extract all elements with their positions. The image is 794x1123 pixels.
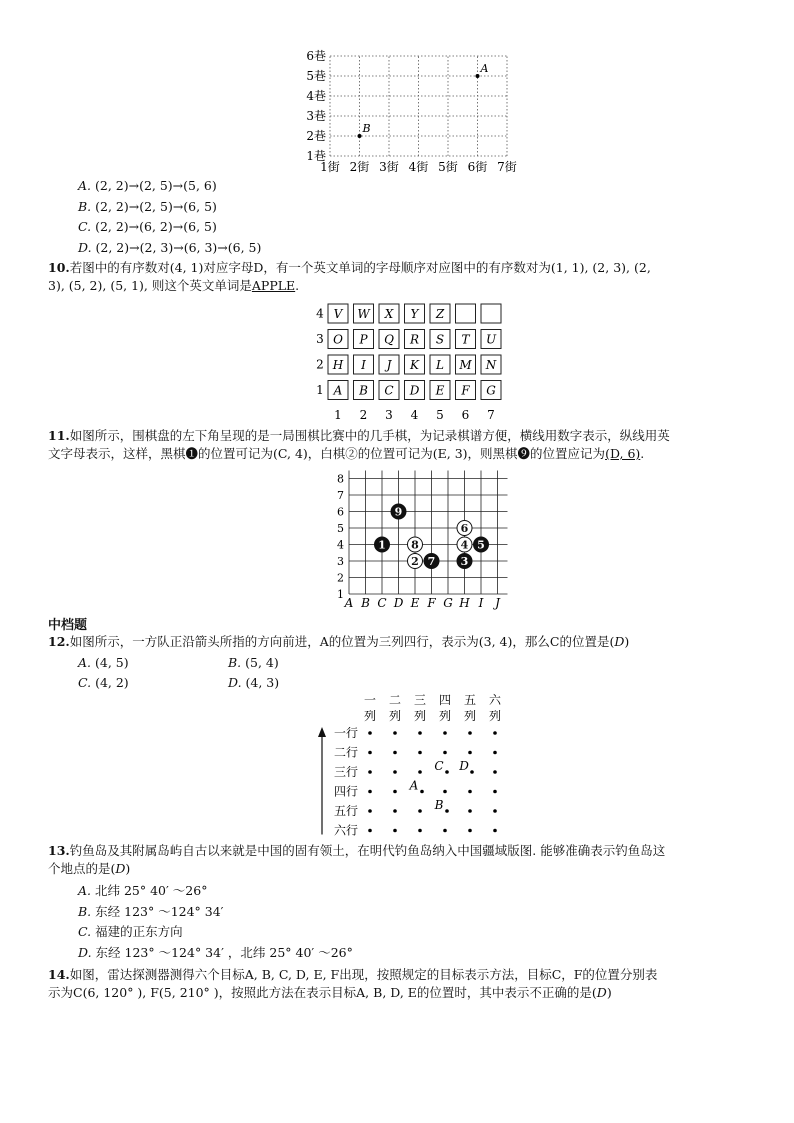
row-label: 六行 xyxy=(333,823,358,838)
row-label: 8 xyxy=(337,472,344,486)
row-label: 1 xyxy=(316,383,324,397)
option xyxy=(78,922,353,943)
option xyxy=(228,653,378,673)
option-text: (2, 2)→(2, 3)→(6, 3)→(6, 5) xyxy=(95,239,262,255)
col-label: 列 xyxy=(438,709,452,723)
letter-cell xyxy=(456,304,476,323)
q11-text-line2: 文字母表示，这样，黑棋❶的位置可记为(C, 4)，白棋②的位置可记为(E, 3)，则黑棋❾的位置应记为 xyxy=(48,446,606,461)
q13-text-end: ) xyxy=(125,861,131,876)
formation-dot xyxy=(368,731,372,735)
formation-dot xyxy=(368,829,372,833)
row-label: 6 xyxy=(337,505,344,519)
q13-options xyxy=(78,881,353,963)
formation-dot xyxy=(418,751,422,755)
cell-letter: F xyxy=(461,383,470,398)
q11-go-board xyxy=(334,470,514,612)
q10-question xyxy=(48,259,651,295)
q14-text-line2: 示为C(6, 120° ), F(5, 210° )，按照此方法在表示目标A, B, D, E的位置时，其中表示不正确的是( xyxy=(48,985,597,1000)
row-label: 二行 xyxy=(333,745,358,760)
q9-street-grid xyxy=(296,44,526,176)
point-C xyxy=(445,770,449,774)
col-label: F xyxy=(427,596,436,610)
cell-letter: Z xyxy=(435,307,445,321)
cell-letter: T xyxy=(461,332,470,347)
formation-dot xyxy=(418,809,422,813)
col-label: 6 xyxy=(461,408,470,420)
row-label: 6巷 xyxy=(306,49,326,63)
option xyxy=(78,217,261,238)
option-text: (4, 5) xyxy=(94,655,129,670)
col-label: 4 xyxy=(410,408,419,420)
cell-letter: M xyxy=(459,358,472,372)
q10-letter-grid xyxy=(312,302,512,420)
formation-dot xyxy=(393,829,397,833)
row-label: 5巷 xyxy=(306,69,326,83)
q13-question xyxy=(48,842,665,878)
q13-answer: D xyxy=(115,861,126,876)
col-label: 3街 xyxy=(379,160,399,174)
col-label: 五 xyxy=(463,693,477,707)
question-number: 12. xyxy=(48,634,70,649)
letter-cell xyxy=(481,304,501,323)
formation-dot xyxy=(393,790,397,794)
option-letter: B. xyxy=(228,655,246,670)
q10-answer: APPLE xyxy=(251,278,296,293)
option-letter: A. xyxy=(78,883,95,898)
cell-letter: W xyxy=(357,307,370,321)
option-letter: D. xyxy=(228,675,246,690)
formation-dot xyxy=(468,829,472,833)
row-label: 2 xyxy=(337,571,344,585)
row-label: 四行 xyxy=(333,784,358,799)
formation-dot xyxy=(468,809,472,813)
option-text: (2, 2)→(6, 2)→(6, 5) xyxy=(95,219,217,234)
formation-dot xyxy=(393,751,397,755)
question-number: 14. xyxy=(48,967,70,982)
q10-text-end: . xyxy=(295,278,300,293)
q12-question xyxy=(48,633,629,651)
cell-letter: B xyxy=(359,383,368,398)
cell-letter: N xyxy=(485,358,497,372)
row-label: 2 xyxy=(316,357,324,372)
formation-dot xyxy=(468,790,472,794)
col-label: 列 xyxy=(363,709,377,723)
option xyxy=(78,176,261,197)
q10-text-line1: 若图中的有序数对(4, 1)对应字母D，有一个英文单词的字母顺序对应图中的有序数对为(1, 1), (2, 3), (2, xyxy=(69,260,651,275)
cell-letter: I xyxy=(361,358,366,372)
option-letter: B. xyxy=(78,198,96,214)
cell-letter: O xyxy=(333,332,343,347)
row-label: 4巷 xyxy=(306,89,326,103)
q12-options xyxy=(78,653,378,693)
option-letter: A. xyxy=(78,655,95,670)
cell-letter: V xyxy=(333,307,343,321)
option xyxy=(78,943,353,964)
q11-question xyxy=(48,427,670,463)
col-label: H xyxy=(459,596,470,610)
cell-letter: D xyxy=(409,383,420,398)
row-label: 1巷 xyxy=(306,149,326,163)
option-letter: A. xyxy=(78,178,95,193)
col-label: 一 xyxy=(363,693,377,707)
q11-answer: (D, 6) xyxy=(605,446,641,461)
option xyxy=(228,673,378,693)
q14-answer: D xyxy=(596,985,607,1000)
option xyxy=(78,653,228,673)
col-label: 2 xyxy=(359,408,368,420)
formation-dot xyxy=(443,731,447,735)
question-number: 13. xyxy=(48,843,70,858)
formation-dot xyxy=(393,731,397,735)
cell-letter: U xyxy=(485,332,497,347)
row-label: 3 xyxy=(316,332,324,346)
option-text: 福建的正东方向 xyxy=(95,924,183,939)
formation-dot xyxy=(368,790,372,794)
cell-letter: K xyxy=(410,358,419,372)
cell-letter: A xyxy=(333,383,343,398)
row-label: 4 xyxy=(337,538,344,552)
option-letter: C. xyxy=(78,924,96,939)
formation-dot xyxy=(418,731,422,735)
stone-number: 5 xyxy=(477,538,485,552)
cell-letter: S xyxy=(435,332,445,347)
formation-dot xyxy=(443,829,447,833)
point-A xyxy=(476,74,480,78)
formation-dot xyxy=(418,829,422,833)
cell-letter: Y xyxy=(410,307,419,321)
cell-letter: J xyxy=(386,358,392,372)
option-text: (5, 4) xyxy=(245,655,279,670)
q10-text-line2: 3), (5, 2), (5, 1), 则这个英文单词是 xyxy=(48,278,252,293)
formation-dot xyxy=(368,770,372,774)
col-label: 三 xyxy=(413,693,427,707)
option-letter: D. xyxy=(78,239,96,255)
formation-dot xyxy=(393,770,397,774)
formation-dot xyxy=(368,809,372,813)
col-label: 4街 xyxy=(408,160,429,174)
col-label: I xyxy=(478,596,484,610)
formation-dot xyxy=(493,770,497,774)
q14-text-line1: 如图，雷达探测器测得六个目标A, B, C, D, E, F出现，按照规定的目标表示方法，目标C，F的位置分别表 xyxy=(69,967,658,982)
q13-text-line2: 个地点的是( xyxy=(48,861,116,876)
col-label: 六 xyxy=(488,693,502,707)
section-title: 中档题 xyxy=(48,618,88,633)
stone-number: 4 xyxy=(460,538,469,552)
col-label: D xyxy=(393,596,404,610)
point-label-B: B xyxy=(362,122,371,135)
point-B xyxy=(445,809,449,813)
col-label: 列 xyxy=(463,709,477,723)
formation-dot xyxy=(493,751,497,755)
point-label-D: D xyxy=(459,759,469,773)
q9-options xyxy=(78,176,261,258)
row-label: 三行 xyxy=(333,765,358,779)
option xyxy=(78,902,353,923)
col-label: 二 xyxy=(388,693,402,707)
q12-formation-figure xyxy=(310,692,520,842)
option xyxy=(78,238,261,259)
cell-letter: E xyxy=(435,383,445,398)
q14-text-end: ) xyxy=(606,985,612,1000)
cell-letter: Q xyxy=(384,332,394,347)
col-label: 6街 xyxy=(467,160,488,174)
point-A xyxy=(420,790,424,794)
option-letter: D. xyxy=(78,944,96,960)
stone-number: 3 xyxy=(460,555,469,568)
col-label: 5 xyxy=(436,408,444,420)
q11-text-end: . xyxy=(640,446,645,461)
row-label: 五行 xyxy=(333,804,358,818)
col-label: 列 xyxy=(413,709,427,723)
stone-number: 7 xyxy=(427,555,436,568)
option-letter: C. xyxy=(78,219,96,234)
col-label: 列 xyxy=(388,709,402,723)
cell-letter: H xyxy=(332,358,344,372)
question-number: 10. xyxy=(48,260,70,275)
question-number: 11. xyxy=(48,428,70,443)
row-label: 1 xyxy=(337,588,344,601)
q12-text: 如图所示，一方队正沿箭头所指的方向前进，A的位置为三列四行，表示为(3, 4)，那么C的位置是( xyxy=(69,634,615,649)
formation-dot xyxy=(443,751,447,755)
option xyxy=(78,197,261,218)
point-B xyxy=(358,134,362,138)
col-label: 2街 xyxy=(349,160,370,174)
point-label-A: A xyxy=(480,62,489,75)
row-label: 2巷 xyxy=(306,129,326,143)
stone-number: 2 xyxy=(411,555,419,568)
col-label: 列 xyxy=(488,709,502,723)
col-label: 3 xyxy=(385,408,393,420)
formation-dot xyxy=(393,809,397,813)
q13-text-line1: 钓鱼岛及其附属岛屿自古以来就是中国的固有领土，在明代钓鱼岛纳入中国疆域版图. 能够准确表示钓鱼岛这 xyxy=(69,843,666,858)
cell-letter: R xyxy=(409,332,420,347)
col-label: G xyxy=(443,596,453,610)
option-text: (4, 3) xyxy=(245,675,280,690)
stone-number: 8 xyxy=(411,538,419,552)
q14-question xyxy=(48,966,657,1002)
option-text: 东经 123° ～124° 34′ xyxy=(95,903,224,919)
stone-number: 6 xyxy=(460,522,469,535)
col-label: J xyxy=(495,596,500,610)
row-label: 一行 xyxy=(333,726,358,740)
row-label: 7 xyxy=(337,489,344,502)
option xyxy=(78,881,353,902)
formation-dot xyxy=(493,731,497,735)
row-label: 3巷 xyxy=(306,109,326,123)
col-label: C xyxy=(377,596,387,610)
col-label: 四 xyxy=(438,693,452,707)
cell-letter: X xyxy=(384,307,394,321)
formation-dot xyxy=(493,829,497,833)
q12-answer: D xyxy=(614,634,625,649)
formation-dot xyxy=(468,731,472,735)
formation-dot xyxy=(493,809,497,813)
option-text: (2, 2)→(2, 5)→(6, 5) xyxy=(95,198,217,214)
col-label: 7 xyxy=(487,408,495,420)
col-label: 5街 xyxy=(438,160,458,174)
row-label: 5 xyxy=(337,522,344,535)
col-label: 1街 xyxy=(320,160,340,174)
formation-dot xyxy=(468,751,472,755)
formation-dot xyxy=(443,790,447,794)
option-letter: B. xyxy=(78,903,96,919)
option-text: (2, 2)→(2, 5)→(5, 6) xyxy=(94,178,217,193)
cell-letter: P xyxy=(359,332,368,347)
cell-letter: C xyxy=(384,383,394,398)
row-label: 3 xyxy=(337,555,344,568)
cell-letter: G xyxy=(486,383,496,398)
col-label: B xyxy=(361,596,370,610)
q11-text-line1: 如图所示，围棋盘的左下角呈现的是一局围棋比赛中的几手棋，为记录棋谱方便，横线用数字表示，纵线用英 xyxy=(69,428,670,443)
point-label-C: C xyxy=(434,759,444,773)
option-letter: C. xyxy=(78,675,96,690)
arrow-head-icon xyxy=(318,727,326,737)
stone-number: 1 xyxy=(378,538,386,552)
option-text: 东经 123° ～124° 34′ ，北纬 25° 40′ ～26° xyxy=(95,944,353,960)
col-label: 1 xyxy=(334,408,342,420)
point-label-B: B xyxy=(434,798,444,812)
point-D xyxy=(470,770,474,774)
col-label: E xyxy=(410,596,420,610)
col-label: A xyxy=(344,596,354,610)
option-text: 北纬 25° 40′ ～26° xyxy=(94,883,208,898)
row-label: 4 xyxy=(316,306,324,321)
stone-number: 9 xyxy=(394,505,403,519)
formation-dot xyxy=(418,770,422,774)
option-text: (4, 2) xyxy=(95,675,129,690)
option xyxy=(78,673,228,693)
cell-letter: L xyxy=(436,358,444,372)
point-label-A: A xyxy=(409,778,419,793)
formation-dot xyxy=(368,751,372,755)
col-label: 7街 xyxy=(497,160,517,174)
q12-text-end: ) xyxy=(624,634,630,649)
formation-dot xyxy=(493,790,497,794)
